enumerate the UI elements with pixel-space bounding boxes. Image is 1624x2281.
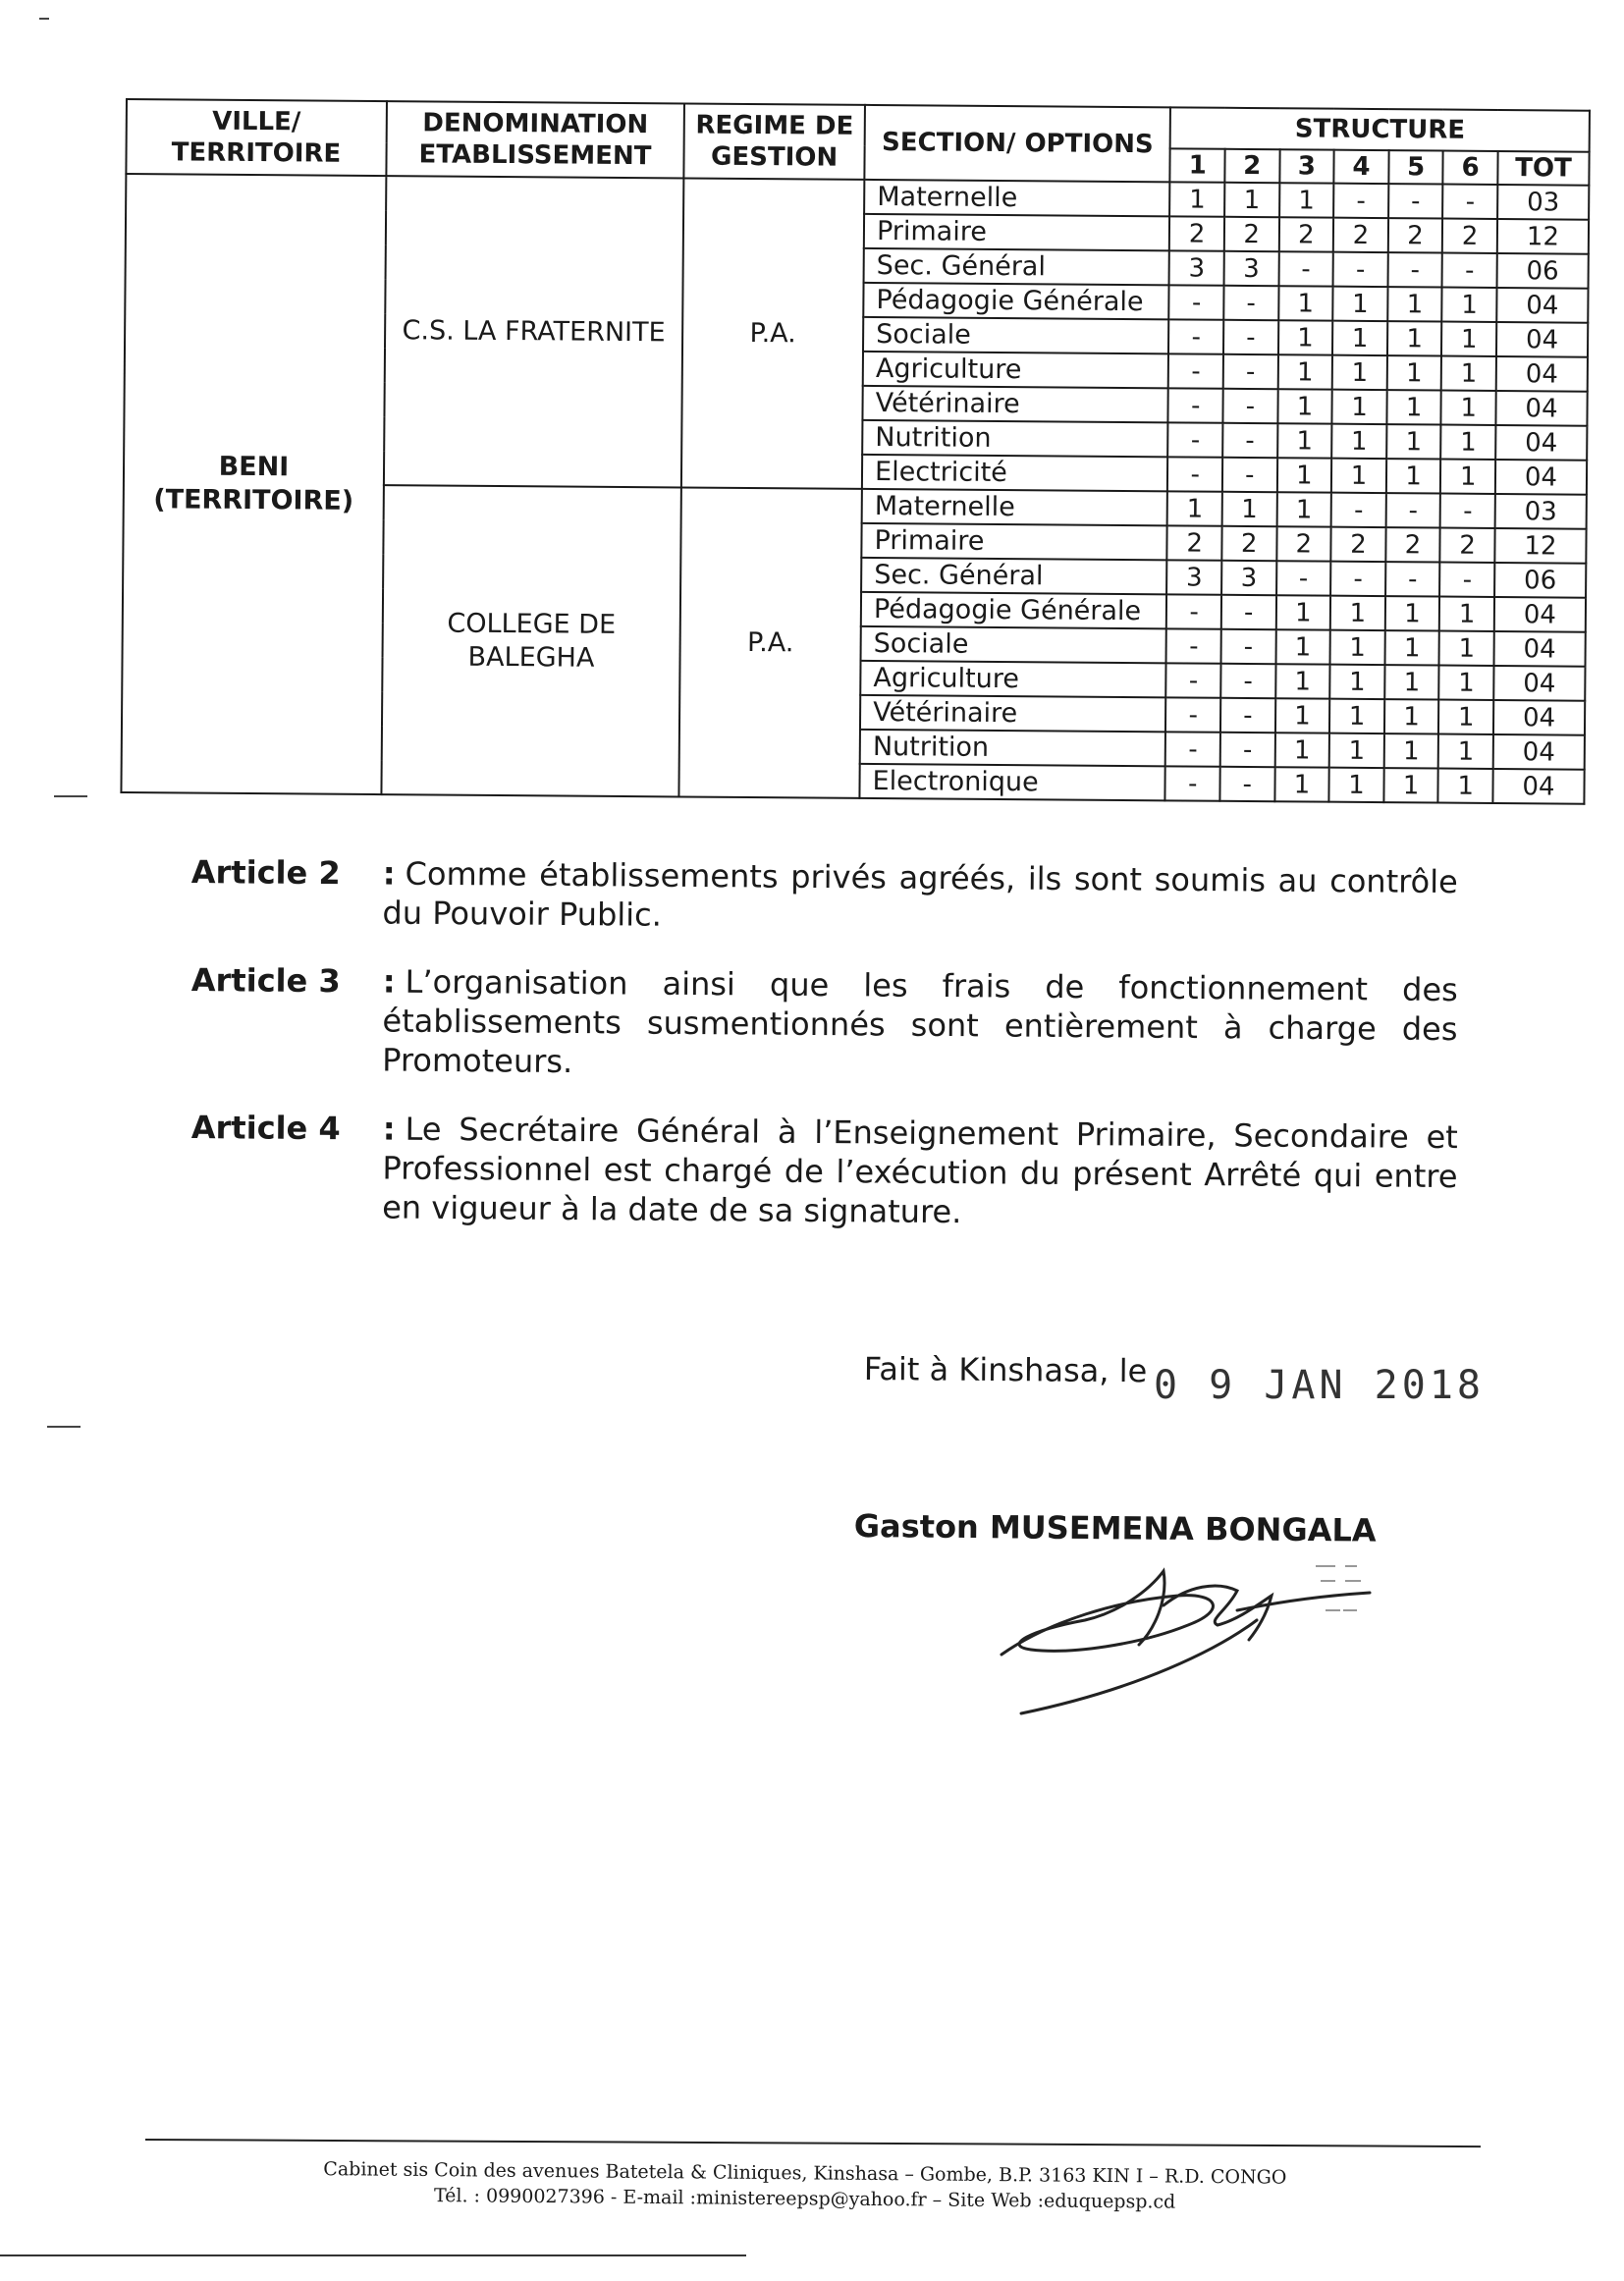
structure-cell: - [1168, 422, 1223, 457]
total-cell: 04 [1494, 597, 1586, 632]
structure-cell: - [1165, 732, 1220, 766]
total-cell: 04 [1496, 322, 1588, 357]
option-cell: Nutrition [862, 420, 1168, 457]
structure-cell: - [1439, 563, 1494, 597]
structure-cell: - [1166, 628, 1221, 663]
structure-cell: 1 [1329, 665, 1384, 699]
scan-mark [54, 795, 87, 797]
structure-cell: 1 [1276, 458, 1331, 492]
total-cell: 04 [1493, 666, 1585, 701]
structure-cell: 1 [1441, 391, 1496, 425]
structure-cell: - [1169, 285, 1224, 319]
option-cell: Pédagogie Générale [861, 592, 1167, 628]
structure-cell: 1 [1438, 700, 1493, 734]
structure-cell: 1 [1385, 596, 1440, 630]
structure-cell: 1 [1331, 459, 1386, 493]
structure-cell: - [1331, 493, 1386, 527]
total-cell: 04 [1493, 631, 1585, 667]
regime-cell: P.A. [679, 487, 862, 797]
structure-cell: 1 [1331, 424, 1386, 459]
structure-cell: 1 [1274, 767, 1329, 801]
article-4: Article 4 : Le Secrétaire Général à l’Enseignement Primaire, Secondaire et Professionnel est chargé de l’exécution du présent Arrêté qui entre en vigueur à la date de sa signature. [190, 1109, 1458, 1231]
structure-cell: - [1165, 697, 1220, 732]
structure-cell: 3 [1224, 251, 1279, 286]
option-cell: Sec. Général [864, 248, 1170, 285]
footer [314, 2156, 1296, 2216]
structure-cell: - [1219, 767, 1274, 801]
structure-cell: 1 [1275, 664, 1330, 698]
header-col-5: 5 [1388, 150, 1443, 184]
structure-cell: 1 [1332, 321, 1387, 355]
structure-cell: 2 [1224, 217, 1279, 251]
structure-cell: 1 [1383, 733, 1438, 768]
structure-cell: - [1442, 253, 1497, 288]
structure-cell: - [1167, 457, 1222, 491]
structure-cell: 1 [1438, 769, 1493, 803]
structure-cell: 1 [1222, 492, 1277, 526]
header-col-6: 6 [1443, 151, 1498, 185]
structure-cell: - [1223, 320, 1278, 354]
structure-cell: 1 [1386, 390, 1441, 424]
structure-cell: 1 [1384, 665, 1439, 699]
total-cell: 04 [1492, 769, 1584, 804]
structure-cell: - [1330, 562, 1385, 596]
structure-cell: 1 [1386, 459, 1441, 493]
structure-cell: - [1220, 733, 1275, 767]
total-cell: 03 [1497, 185, 1589, 220]
option-cell: Sociale [863, 317, 1169, 353]
structure-cell: 1 [1277, 389, 1332, 423]
option-cell: Agriculture [863, 352, 1169, 388]
structure-cell: 2 [1385, 527, 1440, 562]
structure-cell: 1 [1387, 321, 1442, 355]
header-col-2: 2 [1224, 149, 1279, 183]
structure-cell: - [1168, 388, 1223, 422]
structure-cell: - [1220, 664, 1275, 698]
footer-divider [145, 2139, 1481, 2147]
total-cell: 04 [1496, 288, 1588, 323]
article-label: Article 4 [190, 1109, 341, 1148]
total-cell: 06 [1494, 563, 1586, 598]
structure-cell: 2 [1167, 525, 1222, 560]
handwritten-signature [992, 1551, 1404, 1718]
structure-cell: 1 [1439, 631, 1494, 666]
header-col-3: 3 [1279, 149, 1334, 183]
header-col-1: 1 [1170, 148, 1225, 182]
option-cell: Agriculture [860, 661, 1166, 697]
structure-cell: - [1223, 354, 1278, 389]
total-cell: 04 [1496, 356, 1588, 392]
structure-cell: 1 [1279, 183, 1334, 217]
structure-cell: 2 [1331, 527, 1386, 562]
structure-cell: 1 [1329, 768, 1384, 802]
structure-cell: 1 [1439, 666, 1494, 700]
structure-cell: - [1220, 629, 1275, 664]
structure-cell: 3 [1166, 560, 1221, 594]
structure-cell: - [1221, 595, 1276, 629]
structure-cell: 1 [1167, 491, 1222, 525]
total-cell: 04 [1493, 700, 1585, 735]
option-cell: Maternelle [862, 489, 1168, 525]
regime-cell: P.A. [681, 178, 864, 488]
total-cell: 04 [1495, 425, 1587, 461]
article-text: Comme établissements privés agréés, ils sont soumis au contrôle du Pouvoir Public. [382, 854, 1458, 934]
structure-cell: 1 [1386, 424, 1441, 459]
structure-cell: - [1223, 286, 1278, 320]
total-cell: 04 [1493, 734, 1585, 770]
header-section: SECTION/ OPTIONS [864, 105, 1170, 182]
article-text: L’organisation ainsi que les frais de fonctionnement des établissements susmentionnés sont entièrement à charge des Promoteurs. [382, 962, 1458, 1081]
structure-cell: - [1166, 663, 1221, 697]
structure-cell: 1 [1276, 492, 1331, 526]
structure-cell: - [1220, 698, 1275, 733]
structure-cell: - [1168, 353, 1223, 388]
footer-address: Cabinet sis Coin des avenues Batetela & Cliniques, Kinshasa – Gombe, B.P. 3163 KIN I – R.D. CONGO [323, 2158, 1287, 2189]
structure-cell: 2 [1440, 528, 1495, 563]
structure-cell: 1 [1275, 595, 1330, 629]
structure-cell: 1 [1277, 423, 1332, 458]
option-cell: Electricité [862, 455, 1168, 491]
structure-cell: 1 [1384, 630, 1439, 665]
total-cell: 04 [1495, 391, 1587, 426]
total-cell: 12 [1497, 219, 1589, 254]
structure-cell: 1 [1224, 183, 1279, 217]
structure-cell: 1 [1329, 733, 1384, 768]
article-text: Le Secrétaire Général à l’Enseignement Primaire, Secondaire et Professionnel est chargé de l’exécution du présent Arrêté qui entre en vigueur à la date de sa signature. [382, 1110, 1458, 1231]
option-cell: Electronique [859, 764, 1165, 800]
structure-cell: - [1333, 184, 1388, 218]
structure-cell: - [1222, 389, 1277, 423]
header-regime: REGIME DE GESTION [683, 103, 865, 179]
structure-cell: 1 [1441, 322, 1496, 356]
option-cell: Sec. Général [861, 558, 1167, 594]
structure-cell: 2 [1278, 217, 1333, 251]
structure-cell: 1 [1274, 733, 1329, 767]
establishment-name: COLLEGE DE BALEGHA [381, 485, 681, 796]
header-structure: STRUCTURE [1170, 107, 1590, 151]
structure-cell: - [1168, 319, 1223, 353]
option-cell: Vétérinaire [863, 386, 1169, 422]
article-label: Article 2 [190, 852, 341, 893]
total-cell: 03 [1495, 494, 1587, 529]
structure-cell: 1 [1384, 699, 1439, 733]
total-cell: 12 [1494, 528, 1586, 564]
scan-mark [47, 1426, 81, 1428]
structure-cell: - [1278, 251, 1333, 286]
header-col-tot: TOT [1497, 151, 1589, 186]
structure-cell: - [1222, 423, 1277, 458]
structure-cell: 1 [1332, 390, 1387, 424]
ville-cell: BENI (TERRITOIRE) [121, 174, 386, 794]
establishment-name: C.S. LA FRATERNITE [384, 176, 684, 487]
structure-cell: 1 [1277, 354, 1332, 389]
structure-cell: 1 [1387, 287, 1442, 321]
structure-cell: 1 [1439, 597, 1494, 631]
header-col-4: 4 [1334, 150, 1389, 184]
scan-mark [39, 18, 49, 20]
structure-cell: - [1333, 252, 1388, 287]
structure-cell: 1 [1383, 768, 1438, 802]
structure-cell: - [1222, 458, 1277, 492]
header-denomination: DENOMINATION ETABLISSEMENT [386, 101, 684, 178]
structure-cell: 1 [1275, 629, 1330, 664]
option-cell: Primaire [861, 523, 1167, 560]
structure-cell: 1 [1278, 320, 1333, 354]
structure-cell: 1 [1438, 734, 1493, 769]
structure-cell: 2 [1388, 218, 1443, 252]
date-stamp: 0 9 JAN 2018 [1154, 1363, 1485, 1408]
structure-cell: 1 [1386, 355, 1441, 390]
structure-cell: 1 [1441, 356, 1496, 391]
header-ville: VILLE/ TERRITOIRE [126, 99, 386, 176]
structure-cell: - [1442, 185, 1497, 219]
total-cell: 06 [1496, 253, 1588, 289]
article-3: Article 3 : L’organisation ainsi que les frais de fonctionnement des établissements susmentionnés sont entièrement à charge des Promoteurs. [190, 960, 1458, 1081]
structure-cell: 1 [1442, 288, 1497, 322]
structure-cell: - [1387, 252, 1442, 287]
structure-cell: - [1385, 493, 1440, 527]
structure-cell: 1 [1329, 699, 1384, 733]
option-cell: Primaire [864, 214, 1170, 250]
structure-cell: 1 [1278, 286, 1333, 320]
option-cell: Nutrition [860, 730, 1166, 766]
option-cell: Sociale [861, 626, 1167, 663]
structure-cell: 2 [1276, 526, 1331, 561]
structure-cell: 1 [1440, 460, 1495, 494]
structure-cell: 2 [1333, 218, 1388, 252]
structure-cell: 1 [1275, 698, 1330, 733]
structure-cell: 2 [1169, 216, 1224, 250]
option-cell: Vétérinaire [860, 695, 1166, 732]
structure-cell: 1 [1332, 287, 1387, 321]
structure-cell: 1 [1330, 630, 1385, 665]
structure-cell: - [1388, 184, 1443, 218]
structure-cell: 3 [1169, 250, 1224, 285]
structure-cell: 1 [1330, 596, 1385, 630]
article-2: Article 2 : Comme établissements privés agréés, ils sont soumis au contrôle du Pouvoir Public. [190, 852, 1458, 934]
structure-cell: 2 [1442, 219, 1497, 253]
footer-contact: Tél. : 0990027396 - E-mail :ministereepsp@yahoo.fr – Site Web :eduquepsp.cd [433, 2185, 1176, 2213]
place-line: Fait à Kinshasa, le [863, 1350, 1148, 1390]
structure-cell: - [1166, 594, 1221, 628]
structure-table [120, 98, 1591, 805]
structure-cell: - [1276, 561, 1331, 595]
article-label: Article 3 [190, 960, 341, 1001]
structure-cell: 1 [1169, 182, 1224, 216]
option-cell: Maternelle [864, 180, 1170, 216]
structure-cell: - [1440, 494, 1495, 528]
structure-cell: - [1385, 562, 1440, 596]
structure-cell: 2 [1221, 526, 1276, 561]
signer-name: Gaston MUSEMENA BONGALA [853, 1507, 1377, 1549]
total-cell: 04 [1495, 460, 1587, 495]
structure-cell: - [1165, 766, 1220, 800]
structure-cell: 1 [1332, 355, 1387, 390]
structure-cell: 1 [1441, 425, 1496, 460]
option-cell: Pédagogie Générale [863, 283, 1169, 319]
bottom-divider [0, 2254, 746, 2256]
structure-cell: 3 [1221, 561, 1276, 595]
